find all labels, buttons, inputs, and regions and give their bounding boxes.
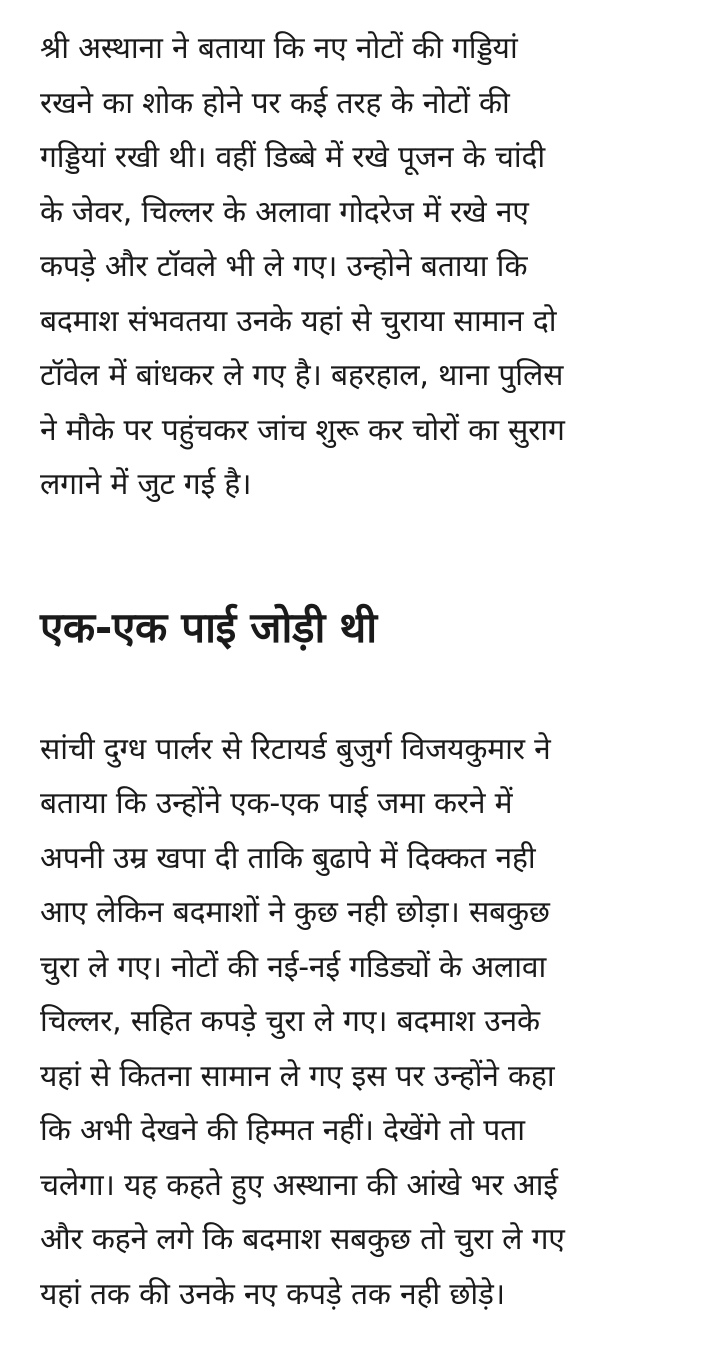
paragraph-line: रखने का शोक होने पर कई तरह के नोटों की <box>40 85 510 121</box>
paragraph-line: गड्डियां रखी थी। वहीं डिब्बे में रखे पूजन के चांदी <box>40 140 545 175</box>
paragraph-line: कि अभी देखने की हिम्मत नहीं। देखेंगे तो पता <box>40 1113 525 1148</box>
paragraph-line: बदमाश संभवतया उनके यहां से चुराया सामान दो <box>40 303 557 339</box>
paragraph-line: श्री अस्थाना ने बताया कि नए नोटों की गड्डियां <box>40 31 518 66</box>
paragraph-line: चलेगा। यह कहते हुए अस्थाना की आंखे भर आई <box>40 1167 558 1203</box>
paragraph-line: के जेवर, चिल्लर के अलावा गोदरेज में रखे नए <box>40 194 529 230</box>
section-heading: एक-एक पाई जोड़ी थी <box>40 602 377 652</box>
paragraph-line: यहां तक की उनके नए कपड़े तक नही छोड़े। <box>40 1276 505 1312</box>
paragraph-line: टॉवेल में बांधकर ले गए है। बहरहाल, थाना पुलिस <box>40 358 564 393</box>
paragraph-line: बताया कि उन्होंने एक-एक पाई जमा करने में <box>40 786 513 821</box>
paragraph-line: ने मौके पर पहुंचकर जांच शुरू कर चोरों का सुराग <box>40 412 565 448</box>
paragraph-line: कपड़े और टॉवले भी ले गए। उन्होने बताया कि <box>40 249 528 284</box>
paragraph-line: अपनी उम्र खपा दी ताकि बुढापे में दिक्कत नही <box>40 840 536 876</box>
paragraph-line: और कहने लगे कि बदमाश सबकुछ तो चुरा ले गए <box>40 1222 565 1257</box>
paragraph-line: लगाने में जुट गई है। <box>40 467 252 502</box>
paragraph-1 <box>40 22 684 513</box>
paragraph-line: यहां से कितना सामान ले गए इस पर उन्होंने कहा <box>40 1058 555 1094</box>
paragraph-line: आए लेकिन बदमाशों ने कुछ नही छोड़ा। सबकुछ <box>40 895 550 930</box>
paragraph-line: चिल्लर, सहित कपड़े चुरा ले गए। बदमाश उनके <box>40 1004 540 1039</box>
paragraph-line: सांची दुग्ध पार्लर से रिटायर्ड बुजुर्ग विजयकुमार ने <box>40 731 551 767</box>
paragraph-line: चुरा ले गए। नोटों की नई-नई गडिड्यों के अलावा <box>40 949 547 985</box>
paragraph-2 <box>40 723 684 1323</box>
